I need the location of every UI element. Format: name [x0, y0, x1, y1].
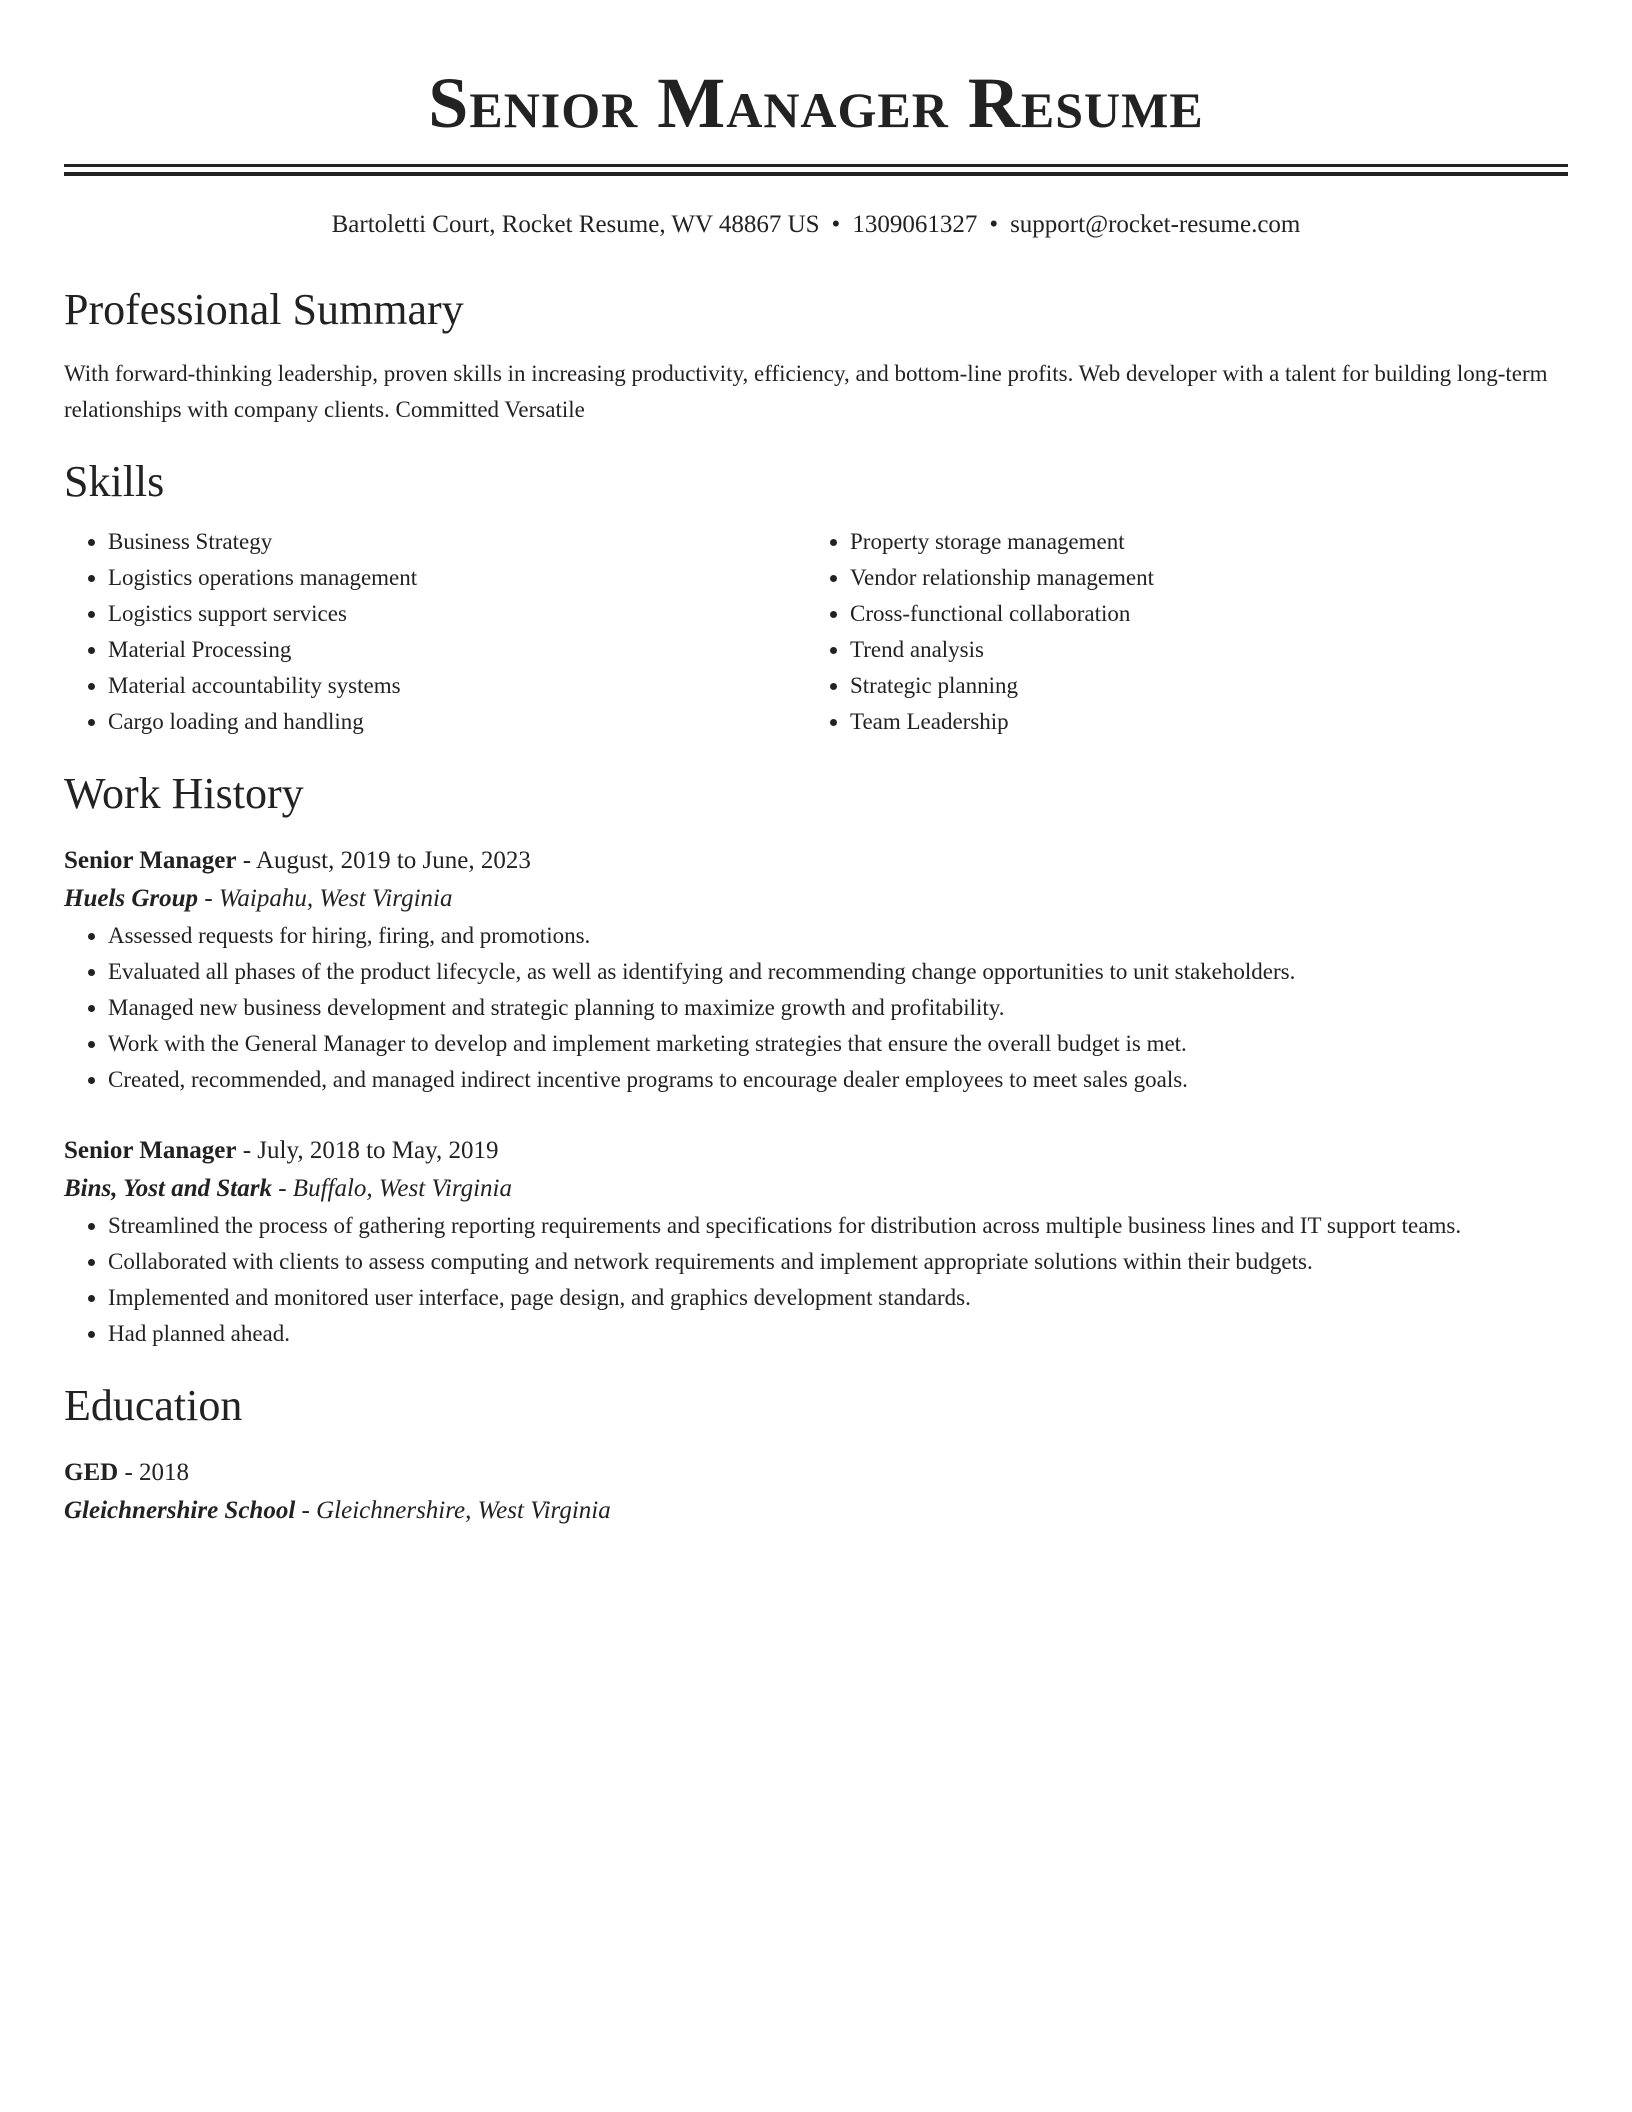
skill-item: • Trend analysis [850, 632, 1548, 668]
skill-item: • Property storage management [850, 524, 1548, 560]
job-role: Senior Manager [64, 847, 237, 874]
contact-address: Bartoletti Court, Rocket Resume, WV 48867 US [331, 211, 820, 238]
title-rule-top [64, 164, 1568, 167]
skill-item: • Material Processing [108, 632, 806, 668]
education-degree-line [64, 1454, 1568, 1492]
skills-column-right [806, 524, 1548, 740]
job-company: Bins, Yost and Stark [64, 1175, 272, 1202]
job-employer [64, 880, 1568, 918]
job-bullet: • Evaluated all phases of the product lifecycle, as well as identifying and recommending change opportunities to unit stakeholders. [108, 954, 1568, 990]
skill-item: • Cargo loading and handling [108, 704, 806, 740]
summary-heading: Professional Summary [64, 285, 464, 334]
job-bullet: • Implemented and monitored user interface, page design, and graphics development standards. [108, 1280, 1568, 1316]
job-bullet: • Managed new business development and strategic planning to maximize growth and profitability. [108, 990, 1568, 1026]
contact-separator: • [989, 211, 999, 238]
education-degree: GED [64, 1459, 119, 1486]
skill-item: • Logistics operations management [108, 560, 806, 596]
job-bullet: • Work with the General Manager to develop and implement marketing strategies that ensure the overall budget is met. [108, 1026, 1568, 1062]
skills-list [64, 524, 1568, 740]
job-dates: - August, 2019 to June, 2023 [236, 847, 531, 874]
skill-item: • Strategic planning [850, 668, 1548, 704]
contact-email: support@rocket-resume.com [1010, 211, 1301, 238]
job-heading [64, 1132, 1568, 1170]
education-location: - Gleichnershire, West Virginia [295, 1497, 611, 1524]
job-company: Huels Group [64, 885, 199, 912]
education-year: - 2018 [118, 1459, 190, 1486]
skill-item: • Cross-functional collaboration [850, 596, 1548, 632]
skills-heading: Skills [64, 457, 165, 506]
contact-line [64, 208, 1568, 242]
resume-title: Senior Manager Resume [428, 63, 1204, 143]
job-entry [64, 842, 1568, 1098]
job-bullet: • Created, recommended, and managed indirect incentive programs to encourage dealer employees to meet sales goals. [108, 1062, 1568, 1098]
job-heading [64, 842, 1568, 880]
job-bullets [64, 1208, 1568, 1352]
job-location: - Waipahu, West Virginia [198, 885, 453, 912]
skill-item: • Vendor relationship management [850, 560, 1548, 596]
job-bullet: • Streamlined the process of gathering reporting requirements and specifications for distribution across multiple business lines and IT support teams. [108, 1208, 1568, 1244]
skills-column-left [64, 524, 806, 740]
work-history-heading: Work History [64, 769, 304, 818]
education-heading: Education [64, 1381, 243, 1430]
title-rule-bottom [64, 172, 1568, 176]
job-bullet: • Assessed requests for hiring, firing, and promotions. [108, 918, 1568, 954]
job-bullet: • Had planned ahead. [108, 1316, 1568, 1352]
job-employer [64, 1170, 1568, 1208]
contact-separator: • [831, 211, 841, 238]
job-role: Senior Manager [64, 1137, 237, 1164]
skill-item: • Business Strategy [108, 524, 806, 560]
job-bullets [64, 918, 1568, 1098]
education-school: Gleichnershire School [64, 1497, 296, 1524]
summary-text: With forward-thinking leadership, proven skills in increasing productivity, efficiency, and bottom-line profits. Web developer with a talent for building long-term relationships with company clients. Committed Versatile [64, 361, 1548, 422]
skill-item: • Logistics support services [108, 596, 806, 632]
job-entry [64, 1132, 1568, 1352]
resume-page [64, 0, 1568, 1530]
education-school-line [64, 1492, 1568, 1530]
job-dates: - July, 2018 to May, 2019 [236, 1137, 499, 1164]
job-bullet: • Collaborated with clients to assess computing and network requirements and implement appropriate solutions within their budgets. [108, 1244, 1568, 1280]
skill-item: • Material accountability systems [108, 668, 806, 704]
skill-item: • Team Leadership [850, 704, 1548, 740]
contact-phone: 1309061327 [852, 211, 978, 238]
job-location: - Buffalo, West Virginia [271, 1175, 513, 1202]
